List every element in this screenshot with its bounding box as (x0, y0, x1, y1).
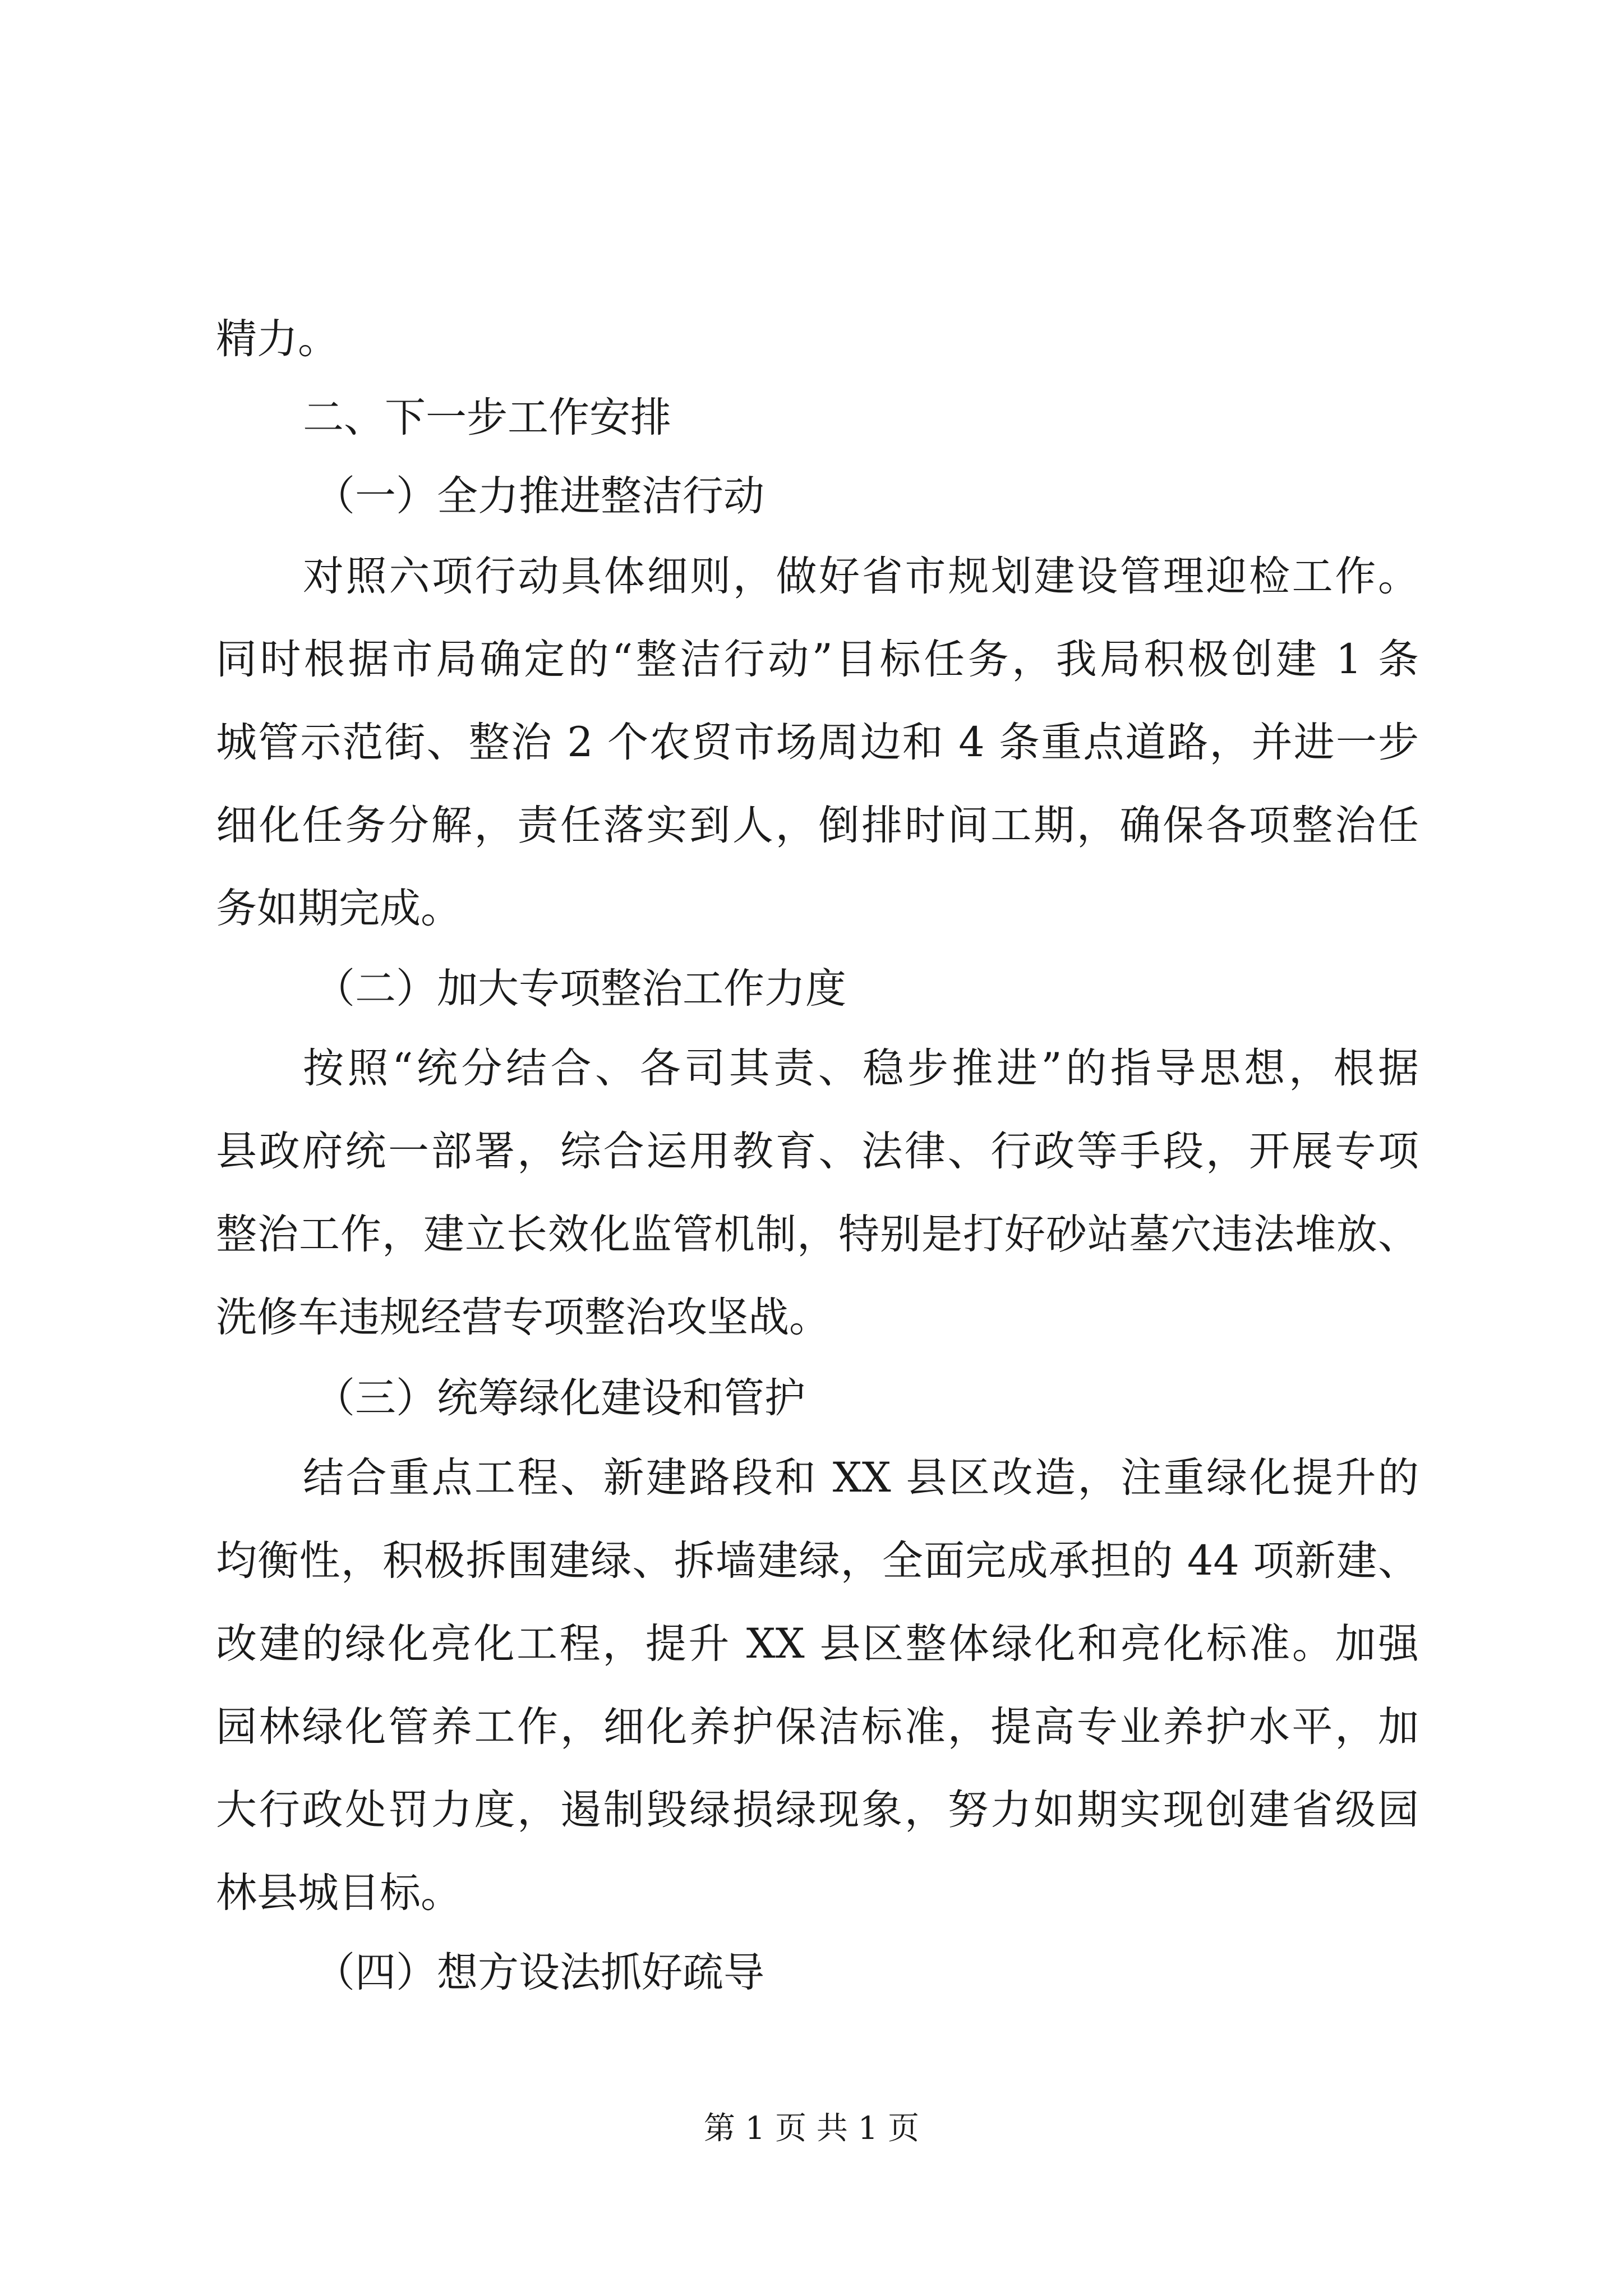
paragraph-2-line-4: 洗修车违规经营专项整治攻坚战。 (216, 1294, 830, 1341)
paragraph-3-line-5: 大行政处罚力度，遏制毁绿损绿现象，努力如期实现创建省级园 (216, 1786, 1419, 1834)
paragraph-tail-line: 精力。 (216, 315, 339, 363)
paragraph-1-line-2: 同时根据市局确定的“整洁行动”目标任务，我局积极创建 1 条 (216, 636, 1419, 683)
paragraph-3-line-1: 结合重点工程、新建路段和 XX 县区改造，注重绿化提升的 (303, 1454, 1419, 1502)
page-number-footer: 第 1 页 共 1 页 (703, 2110, 920, 2147)
paragraph-3-line-6: 林县城目标。 (216, 1869, 462, 1917)
paragraph-1-line-3: 城管示范街、整治 2 个农贸市场周边和 4 条重点道路，并进一步 (216, 719, 1419, 766)
subheading-3: （三）统筹绿化建设和管护 (314, 1374, 805, 1422)
paragraph-1-line-5: 务如期完成。 (216, 885, 462, 932)
paragraph-3-line-3: 改建的绿化亮化工程，提升 XX 县区整体绿化和亮化标准。加强 (216, 1620, 1419, 1668)
paragraph-3-line-4: 园林绿化管养工作，细化养护保洁标准，提高专业养护水平，加 (216, 1703, 1419, 1751)
subheading-4: （四）想方设法抓好疏导 (314, 1949, 764, 1996)
paragraph-2-line-2: 县政府统一部署，综合运用教育、法律、行政等手段，开展专项 (216, 1128, 1419, 1175)
paragraph-2-line-3: 整治工作，建立长效化监管机制，特别是打好砂站墓穴违法堆放、 (216, 1211, 1419, 1258)
paragraph-1-line-1: 对照六项行动具体细则，做好省市规划建设管理迎检工作。 (303, 553, 1419, 600)
paragraph-3-line-2: 均衡性，积极拆围建绿、拆墙建绿，全面完成承担的 44 项新建、 (216, 1537, 1419, 1585)
section-heading: 二、下一步工作安排 (303, 394, 671, 441)
paragraph-2-line-1: 按照“统分结合、各司其责、稳步推进”的指导思想，根据 (303, 1045, 1419, 1092)
subheading-1: （一）全力推进整洁行动 (314, 472, 764, 520)
paragraph-1-line-4: 细化任务分解，责任落实到人，倒排时间工期，确保各项整治任 (216, 802, 1419, 849)
subheading-2: （二）加大专项整治工作力度 (314, 965, 846, 1013)
